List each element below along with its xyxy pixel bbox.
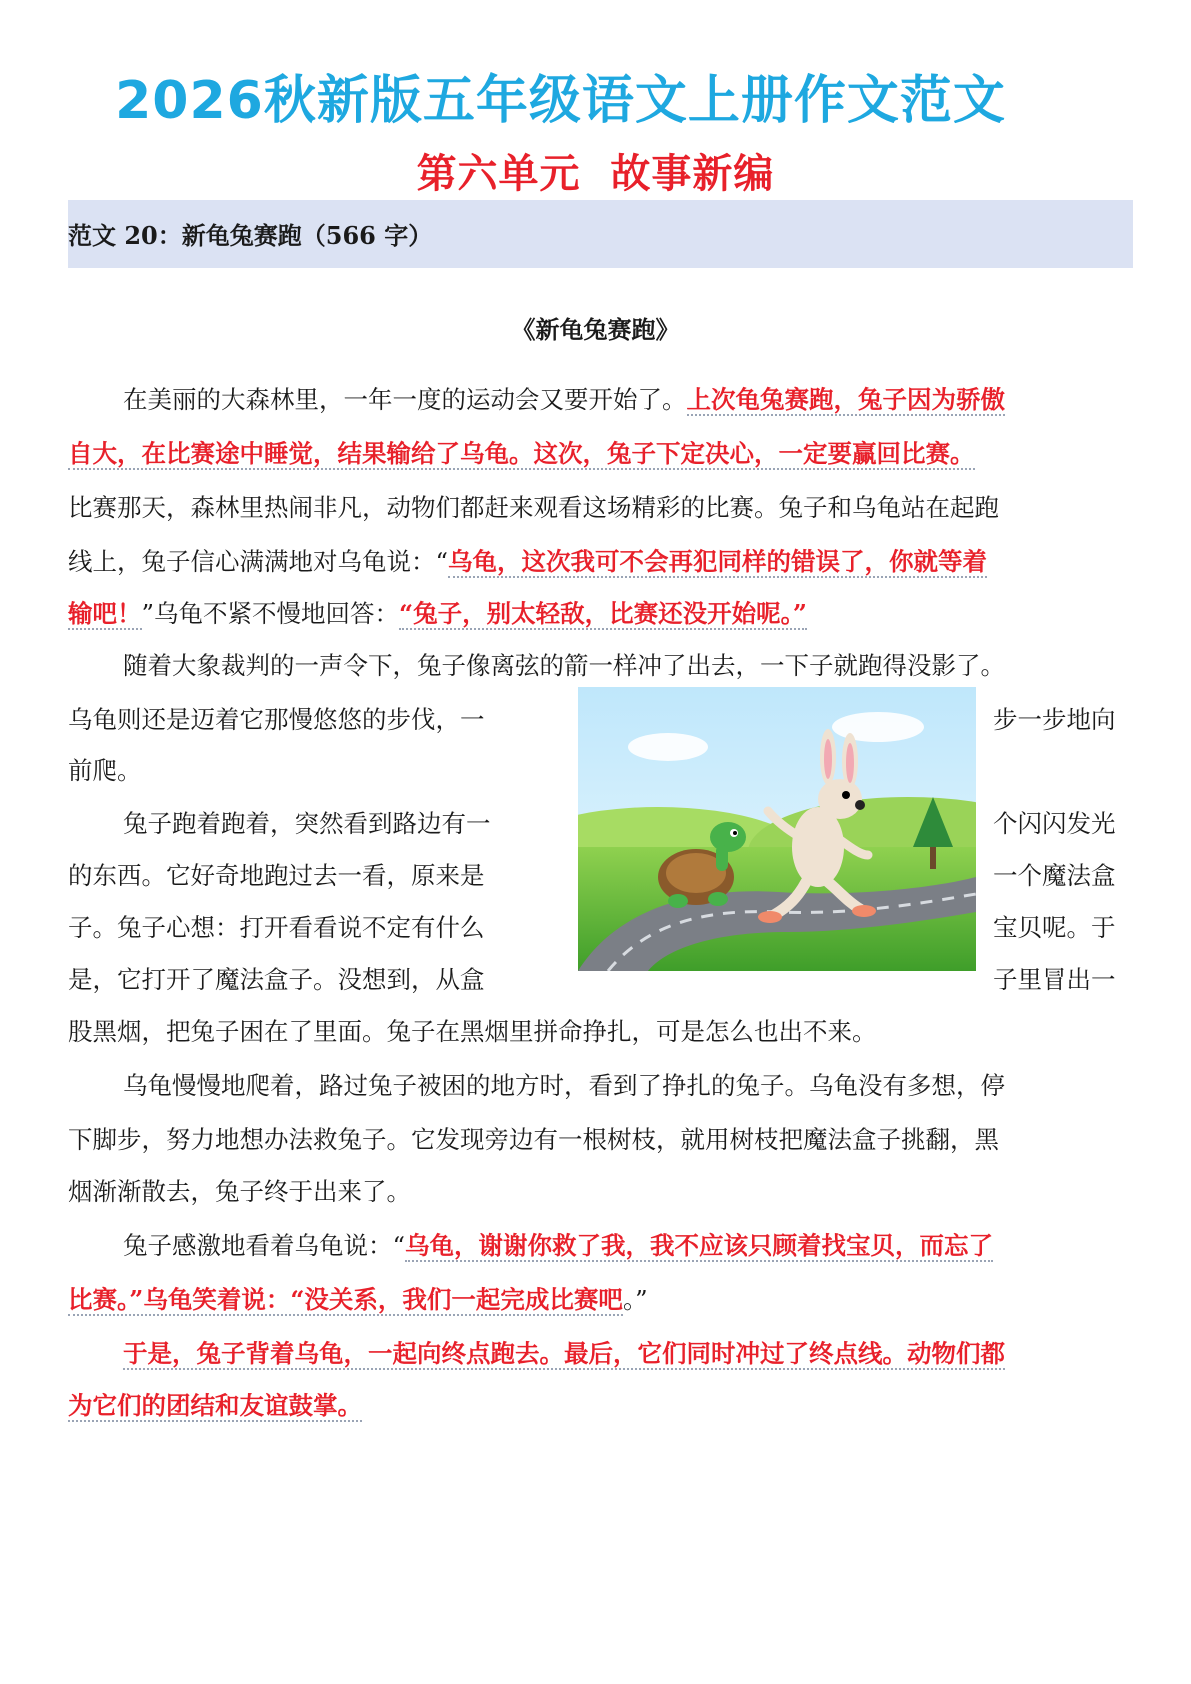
paragraph-line: 乌龟慢慢地爬着，路过兔子被困的地方时，看到了挣扎的兔子。乌龟没有多想，停 xyxy=(123,1071,1005,1100)
hare-ear-inner xyxy=(846,743,854,783)
paragraph-line: 步一步地向 xyxy=(993,705,1116,734)
highlight-span: 比赛。”乌龟笑着说：“没关系，我们一起完成比赛吧 xyxy=(68,1285,623,1314)
highlight-span: 为它们的团结和友谊鼓掌。 xyxy=(68,1391,362,1420)
highlight-span: 乌龟，谢谢你救了我，我不应该只顾着找宝贝，而忘了 xyxy=(405,1231,994,1260)
paragraph-line: 随着大象裁判的一声令下，兔子像离弦的箭一样冲了出去，一下子就跑得没影了。 xyxy=(123,651,1005,680)
text-span: 比赛那天，森林里热闹非凡，动物们都赶来观看这场精彩的比赛。兔子和乌龟站在起跑 xyxy=(68,493,999,522)
tree-trunk xyxy=(930,847,936,869)
hare-eye xyxy=(842,791,850,799)
paragraph-line: 乌龟则还是迈着它那慢悠悠的步伐，一 xyxy=(68,705,485,734)
paragraph-line xyxy=(68,1338,1188,1370)
paragraph-line: 个闪闪发光 xyxy=(993,809,1116,838)
hare-foot xyxy=(852,905,876,917)
paragraph-line xyxy=(68,384,1188,416)
highlight-span: 自大，在比赛途中睡觉，结果输给了乌龟。这次，兔子下定决心，一定要赢回比赛。 xyxy=(68,439,975,468)
paragraph-line xyxy=(68,598,1133,630)
text-span: 线上，兔子信心满满地对乌龟说：“ xyxy=(68,547,449,576)
paragraph-line: 子里冒出一 xyxy=(993,965,1116,994)
hare-head xyxy=(818,779,862,819)
unit-title: 第六单元 故事新编 xyxy=(416,151,775,197)
paragraph-line: 的东西。它好奇地跑过去一看，原来是 xyxy=(68,861,485,890)
tortoise-pupil xyxy=(733,831,737,835)
paragraph-line: 前爬。 xyxy=(68,756,142,785)
paragraph-line: 是，它打开了魔法盒子。没想到，从盒 xyxy=(68,965,485,994)
paragraph-line xyxy=(68,492,1133,524)
tortoise-head xyxy=(710,822,746,852)
highlight-span: 乌龟，这次我可不会再犯同样的错误了，你就等着 xyxy=(448,547,988,576)
text-span: 兔子感激地看着乌龟说：“ xyxy=(123,1231,406,1260)
page-title: 2026秋新版五年级语文上册作文范文 xyxy=(115,71,1006,131)
highlight-span: 上次龟兔赛跑，兔子因为骄傲 xyxy=(686,385,1005,414)
paragraph-line: 股黑烟，把兔子困在了里面。兔子在黑烟里拼命挣扎，可是怎么也出不来。 xyxy=(68,1017,877,1046)
paragraph-line: 下脚步，努力地想办法救兔子。它发现旁边有一根树枝，就用树枝把魔法盒子挑翻，黑 xyxy=(68,1125,999,1154)
paragraph-line xyxy=(68,1230,1188,1262)
essay-banner xyxy=(68,200,1133,268)
paragraph-line: 宝贝呢。于 xyxy=(993,913,1116,942)
hare-ear-inner xyxy=(824,739,832,779)
tortoise-leg xyxy=(668,894,688,908)
hare-body xyxy=(792,807,844,887)
text-span: 。” xyxy=(622,1285,648,1314)
tortoise-leg xyxy=(708,892,728,906)
paragraph-line xyxy=(68,1390,1133,1422)
hare-nose xyxy=(855,800,865,810)
cloud xyxy=(628,733,708,761)
highlight-span: 输吧！ xyxy=(68,599,142,628)
paragraph-line: 烟渐渐散去，兔子终于出来了。 xyxy=(68,1177,411,1206)
paragraph-line: 子。兔子心想：打开看看说不定有什么 xyxy=(68,913,485,942)
paragraph-line: 兔子跑着跑着，突然看到路边有一 xyxy=(123,809,491,838)
highlight-span: “兔子，别太轻敌，比赛还没开始呢。” xyxy=(399,599,807,628)
paragraph-line xyxy=(68,438,1133,470)
tortoise-neck xyxy=(716,845,728,871)
paragraph-line xyxy=(68,1284,1133,1316)
text-span: 在美丽的大森林里，一年一度的运动会又要开始了。 xyxy=(123,385,687,414)
illustration-svg xyxy=(578,687,976,971)
paragraph-line: 一个魔法盒 xyxy=(993,861,1116,890)
essay-title: 《新龟兔赛跑》 xyxy=(511,315,680,344)
tortoise-hare-illustration xyxy=(578,687,976,971)
highlight-span: 于是，兔子背着乌龟，一起向终点跑去。最后，它们同时冲过了终点线。动物们都 xyxy=(123,1339,1005,1368)
paragraph-line xyxy=(68,546,1133,578)
hare-foot xyxy=(758,911,782,923)
text-span: ”乌龟不紧不慢地回答： xyxy=(141,599,400,628)
essay-label: 范文 20：新龟兔赛跑（566 字） xyxy=(68,221,433,250)
